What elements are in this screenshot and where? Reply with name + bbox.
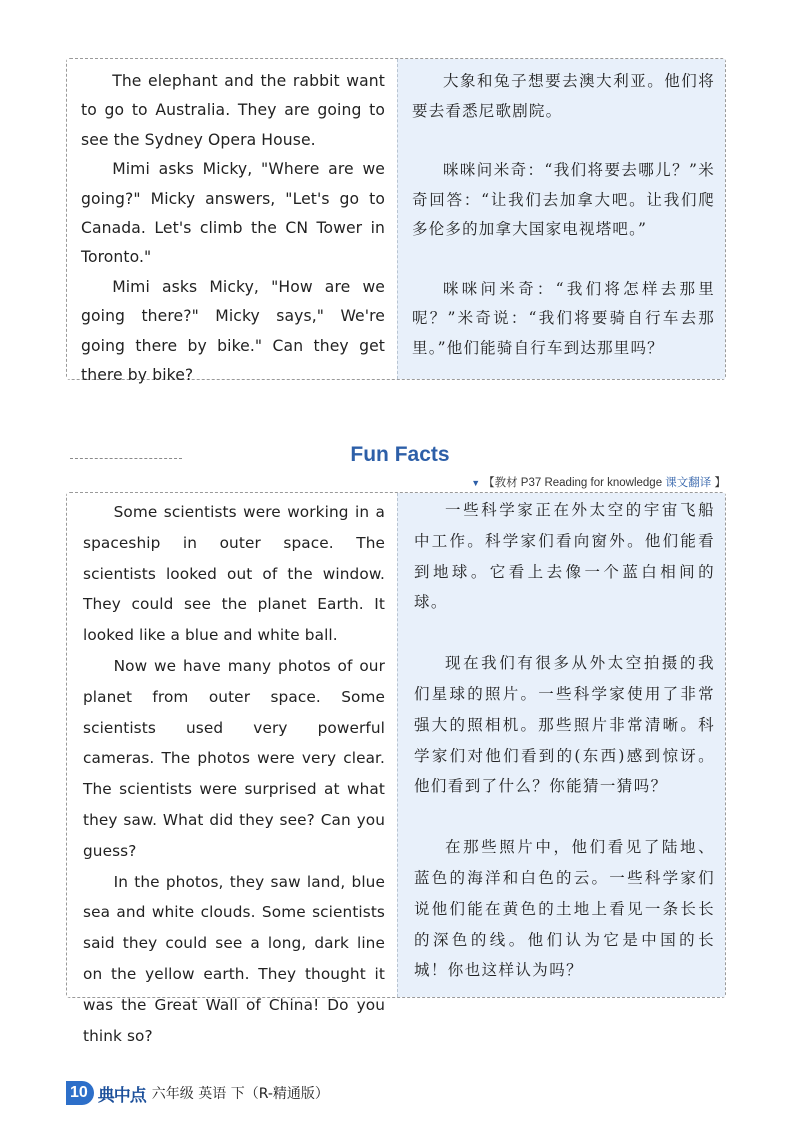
page-number: 10 (66, 1081, 94, 1105)
publisher-logo: 典中点 (97, 1085, 146, 1106)
story-zh-paragraph-1: 大象和兔子想要去澳大利亚。他们将要去看悉尼歌剧院。 (412, 72, 715, 120)
fun-facts-zh-paragraph-2: 现在我们有很多从外太空拍摄的我们星球的照片。一些科学家使用了非常强大的照相机。那些照片非常清晰。科学家们对他们看到的(东西)感到惊讶。他们看到了什么？你能猜一猜吗？ (414, 654, 715, 796)
section-title: Fun Facts (350, 443, 450, 466)
textbook-reference (471, 474, 726, 490)
story-en-paragraph-3: Mimi asks Micky, "How are we going there?" Micky says," We're going there by bike." Can they get there by bike? (81, 277, 385, 385)
fun-facts-chinese-column (397, 493, 725, 997)
reference-text: 教材 P37 Reading for knowledge (494, 477, 666, 489)
story-en-paragraph-2: Mimi asks Micky, "Where are we going?" Micky answers, "Let's go to Canada. Let's climb the CN Tower in Toronto." (81, 160, 385, 267)
fun-facts-zh-paragraph-1: 一些科学家正在外太空的宇宙飞船中工作。科学家们看向窗外。他们能看到地球。它看上去像一个蓝白相间的球。 (414, 501, 715, 612)
book-title: 六年级 英语 下（R-精通版） (151, 1086, 329, 1102)
fun-facts-panel (66, 492, 726, 1045)
reference-open-bracket: 【 (483, 477, 495, 489)
fun-facts-en-paragraph-3: In the photos, they saw land, blue sea and white clouds. Some scientists said they could see a long, dark line on the yellow earth. They thought it was the Great Wall of China! Do you think so? (83, 872, 385, 1045)
story-zh-paragraph-2: 咪咪问米奇：“我们将要去哪儿？”米奇回答：“让我们去加拿大吧。让我们爬多伦多的加拿大国家电视塔吧。” (412, 161, 715, 238)
story-chinese-column (397, 59, 725, 379)
fun-facts-english-column (67, 493, 397, 1045)
story-panel (66, 58, 726, 385)
fun-facts-en-paragraph-2: Now we have many photos of our planet from outer space. Some scientists used very powerful cameras. The photos were very clear. The scientists were surprised at what they saw. What did they see? Can you guess? (83, 656, 385, 860)
fun-facts-en-paragraph-1: Some scientists were working in a spaceship in outer space. The scientists looked out of the window. They could see the planet Earth. It looked like a blue and white ball. (83, 503, 385, 645)
reference-highlight: 课文翻译 (665, 477, 712, 489)
fun-facts-zh-paragraph-3: 在那些照片中，他们看见了陆地、蓝色的海洋和白色的云。一些科学家们说他们能在黄色的土地上看见一条长长的深色的线。他们认为它是中国的长城！你也这样认为吗？ (414, 838, 715, 980)
page-footer (66, 1080, 329, 1106)
triangle-down-icon: ▼ (471, 478, 481, 488)
reference-close-bracket: 】 (711, 477, 726, 489)
story-zh-paragraph-3: 咪咪问米奇：“我们将怎样去那里呢？”米奇说：“我们将要骑自行车去那里。”他们能骑自行车到达那里吗？ (412, 279, 715, 357)
story-en-paragraph-1: The elephant and the rabbit want to go to Australia. They are going to see the Sydney Opera House. (81, 72, 385, 149)
story-english-column (67, 59, 397, 385)
